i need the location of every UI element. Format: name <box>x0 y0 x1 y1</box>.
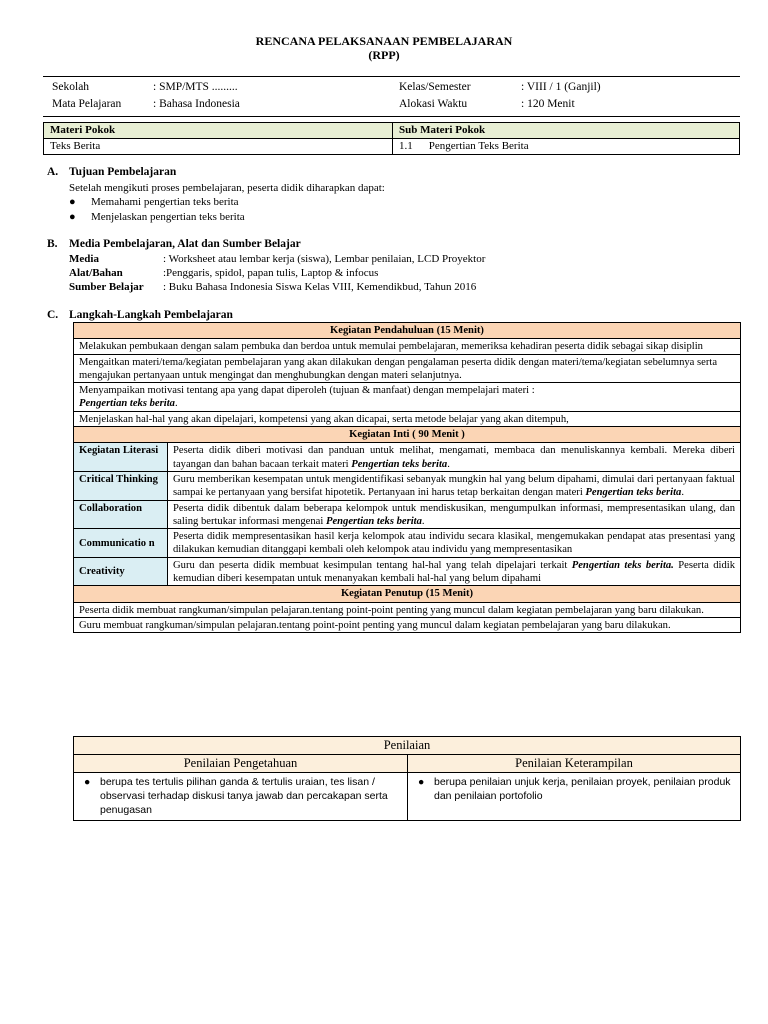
collaboration-text: Peserta didik dibentuk dalam beberapa kelompok untuk mendiskusikan, mengumpulkan informasi, mempresentasikan ulang, dan saling bertukar informasi mengenai Pengertian teks berita. <box>168 500 741 529</box>
pendahuluan-row: Menjelaskan hal-hal yang akan dipelajari, kompetensi yang akan dicapai, serta metode belajar yang akan ditempuh, <box>74 411 741 426</box>
inti-header: Kegiatan Inti ( 90 Menit ) <box>74 427 741 443</box>
penutup-header: Kegiatan Penutup (15 Menit) <box>74 586 741 602</box>
penutup-row: Peserta didik membuat rangkuman/simpulan pelajaran.tentang point-point penting yang muncul dalam kegiatan pembelajaran yang baru dilakukan. <box>74 602 741 617</box>
communication-label: Communicatio n <box>74 529 168 558</box>
creativity-label: Creativity <box>74 557 168 586</box>
sub-materi-header: Sub Materi Pokok <box>393 123 740 139</box>
penilaian-keterampilan-header: Penilaian Keterampilan <box>408 755 741 773</box>
section-b-letter: B. <box>47 238 58 250</box>
time-label: Alokasi Waktu <box>399 98 468 110</box>
sub-materi-text: Pengertian Teks Berita <box>428 140 529 152</box>
bullet-dot-icon: ● <box>69 211 76 223</box>
objective-item: ● Menjelaskan pengertian teks berita <box>69 211 245 223</box>
school-value: : SMP/MTS ......... <box>153 81 238 93</box>
section-c-letter: C. <box>47 309 59 321</box>
source-label: Sumber Belajar <box>69 281 144 293</box>
school-label: Sekolah <box>52 81 90 93</box>
tools-value: :Penggaris, spidol, papan tulis, Laptop & infocus <box>163 267 379 279</box>
penilaian-keterampilan-cell <box>408 773 741 821</box>
bullet-dot-icon: ● <box>69 196 76 208</box>
sub-materi-number: 1.1 <box>399 140 413 152</box>
top-divider <box>43 76 740 77</box>
bullet-dot-icon: ● <box>418 776 425 788</box>
collaboration-label: Collaboration <box>74 500 168 529</box>
penilaian-pengetahuan-item: berupa tes tertulis pilihan ganda & tertulis uraian, tes lisan / observasi terhadap diskusi tanya jawab dan percakapan serta penugasan <box>100 776 388 816</box>
penilaian-keterampilan-item: berupa penilaian unjuk kerja, penilaian proyek, penilaian produk dan penilaian portofolio <box>434 776 731 802</box>
critical-thinking-label: Critical Thinking <box>74 471 168 500</box>
steps-table <box>73 322 741 633</box>
creativity-text: Guru dan peserta didik membuat kesimpulan tentang hal-hal yang telah dipelajari terkait Pengertian teks berita. Peserta didik kemudian diberi kesempatan untuk menanyakan kembali hal-hal yang belum dipahami <box>168 557 741 586</box>
communication-text: Peserta didik mempresentasikan hasil kerja kelompok atau individu secara klasikal, mengemukakan pendapat atas presentasi yang dilakukan kemudian ditanggapi kembali oleh kelompok atau individu yang mempresentasikan <box>168 529 741 558</box>
section-b-title: Media Pembelajaran, Alat dan Sumber Belajar <box>69 238 301 250</box>
class-label: Kelas/Semester <box>399 81 471 93</box>
literasi-label: Kegiatan Literasi <box>74 443 168 472</box>
penilaian-pengetahuan-header: Penilaian Pengetahuan <box>74 755 408 773</box>
document-title: RENCANA PELAKSANAAN PEMBELAJARAN <box>255 34 513 48</box>
media-value: : Worksheet atau lembar kerja (siswa), Lembar penilaian, LCD Proyektor <box>163 253 486 265</box>
identity-divider <box>43 116 740 117</box>
materi-value: Teks Berita <box>44 139 393 155</box>
penutup-row: Guru membuat rangkuman/simpulan pelajaran.tentang point-point penting yang muncul dalam kegiatan pembelajaran yang baru dilakukan. <box>74 617 741 632</box>
section-a-letter: A. <box>47 166 59 178</box>
time-value: : 120 Menit <box>521 98 575 110</box>
tools-label: Alat/Bahan <box>69 267 123 279</box>
penilaian-title: Penilaian <box>74 737 741 755</box>
class-value: : VIII / 1 (Ganjil) <box>521 81 601 93</box>
section-c-title: Langkah-Langkah Pembelajaran <box>69 309 233 321</box>
pendahuluan-row: Menyampaikan motivasi tentang apa yang dapat diperoleh (tujuan & manfaat) dengan mempelajari materi : Pengertian teks berita. <box>74 383 741 412</box>
pendahuluan-header: Kegiatan Pendahuluan (15 Menit) <box>74 323 741 339</box>
pendahuluan-row: Melakukan pembukaan dengan salam pembuka dan berdoa untuk memulai pembelajaran, memeriksa kehadiran peserta didik sebagai sikap disiplin <box>74 339 741 354</box>
penilaian-pengetahuan-cell <box>74 773 408 821</box>
subject-value: : Bahasa Indonesia <box>153 98 240 110</box>
bullet-dot-icon: ● <box>84 776 91 788</box>
objective-item: ● Memahami pengertian teks berita <box>69 196 239 208</box>
critical-thinking-text: Guru memberikan kesempatan untuk mengidentifikasi sebanyak mungkin hal yang belum dipahami, dimulai dari pertanyaan faktual sampai ke pertanyaan yang bersifat hipotetik. Pertanyaan ini harus tetap berkaitan dengan materi Pengertian teks berita. <box>168 471 741 500</box>
penilaian-table <box>73 736 741 821</box>
sub-materi-value <box>393 139 740 155</box>
pendahuluan-row: Mengaitkan materi/tema/kegiatan pembelajaran yang akan dilakukan dengan pengalaman peserta didik dengan materi/tema/kegiatan sebelumnya serta mengajukan pertanyaan untuk mengingat dan menghubungkan dengan materi selanjutnya. <box>74 354 741 383</box>
media-label: Media <box>69 253 99 265</box>
document-subtitle: (RPP) <box>368 48 400 62</box>
source-value: : Buku Bahasa Indonesia Siswa Kelas VIII, Kemendikbud, Tahun 2016 <box>163 281 477 293</box>
section-a-title: Tujuan Pembelajaran <box>69 166 177 178</box>
literasi-text: Peserta didik diberi motivasi dan panduan untuk melihat, mengamati, membaca dan menuliskannya kembali. Mereka diberi tayangan dan bahan bacaan terkait materi Pengertian teks berita. <box>168 443 741 472</box>
section-a-intro: Setelah mengikuti proses pembelajaran, peserta didik diharapkan dapat: <box>69 182 385 194</box>
subject-label: Mata Pelajaran <box>52 98 122 110</box>
materi-table <box>43 122 740 155</box>
materi-header: Materi Pokok <box>44 123 393 139</box>
